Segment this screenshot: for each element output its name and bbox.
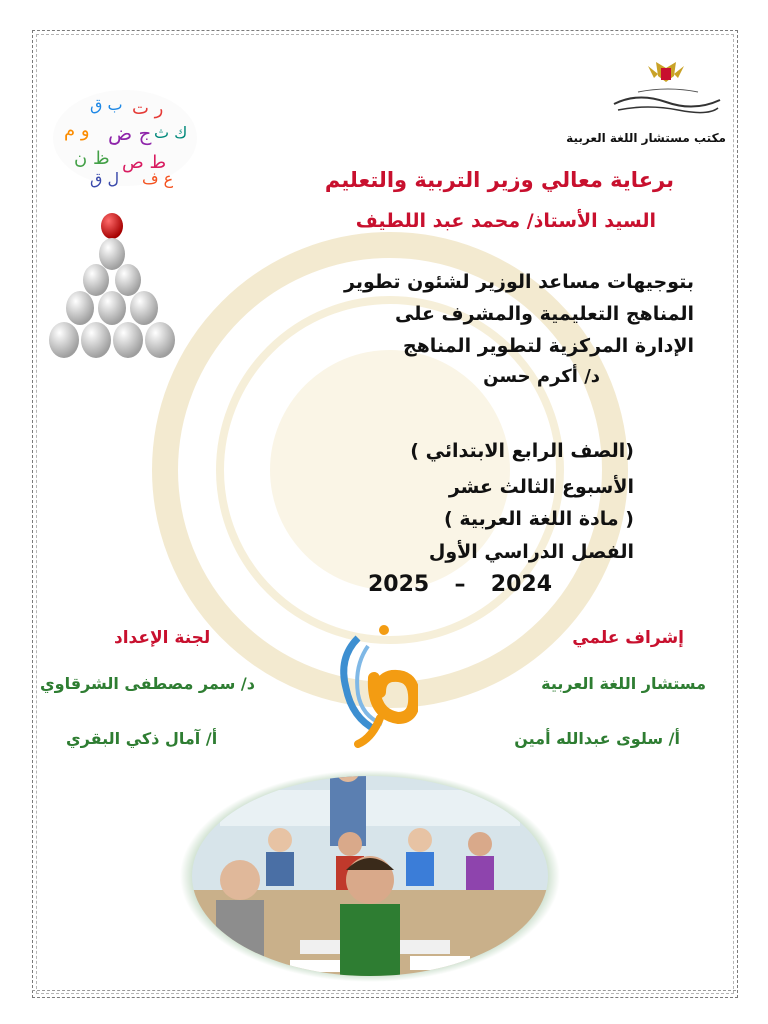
guidance-line-1: بتوجيهات مساعد الوزير لشئون تطوير (344, 271, 694, 293)
eagle-emblem-icon (648, 62, 684, 82)
arabic-letters-illustration (50, 88, 200, 188)
guidance-line-3: الإدارة المركزية لتطوير المناهج (402, 335, 694, 357)
svg-text:ر ت: ر ت (132, 98, 164, 119)
preparation-member-1: د/ سمر مصطفى الشرقاوي (40, 674, 255, 693)
classroom-illustration (180, 770, 560, 982)
week-label: الأسبوع الثالث عشر (448, 476, 634, 498)
term-label: الفصل الدراسي الأول (428, 541, 634, 563)
preparation-title: لجنة الإعداد (114, 628, 211, 648)
year-start: 2024 (490, 572, 552, 597)
preparation-member-2: أ/ آمال ذكي البقري (66, 729, 218, 748)
svg-text:ظ ن: ظ ن (74, 148, 110, 169)
supervisor-role: مستشار اللغة العربية (541, 674, 706, 693)
minister-name: السيد الأستاذ/ محمد عبد اللطيف (355, 210, 656, 232)
arabic-language-logo-icon (328, 618, 418, 748)
svg-text:ل ق: ل ق (90, 169, 120, 188)
office-label: مكتب مستشار اللغة العربية (566, 131, 726, 145)
svg-text:ب ق: ب ق (90, 95, 123, 114)
svg-text:ك ث: ك ث (154, 123, 188, 142)
svg-text:ع ف: ع ف (142, 169, 174, 188)
subject-label: ( مادة اللغة العربية ) (444, 508, 634, 530)
year-end: 2025 (368, 572, 430, 597)
year-dash: – (454, 572, 466, 597)
academic-year (368, 572, 552, 597)
guidance-line-2: المناهج التعليمية والمشرف على (394, 303, 694, 325)
patron-heading: برعاية معالي وزير التربية والتعليم (324, 168, 674, 192)
grade-label: (الصف الرابع الابتدائي ) (410, 440, 634, 462)
ministry-logo (608, 58, 724, 118)
supervision-title: إشراف علمي (572, 628, 684, 648)
bottom-divider (32, 990, 736, 991)
supervisor-name: أ/ سلوى عبدالله أمين (514, 729, 680, 748)
egg-pyramid-illustration (40, 212, 190, 372)
svg-text:و م: و م (64, 120, 90, 141)
svg-text:ط ص: ط ص (122, 152, 167, 173)
guidance-line-4: د/ أكرم حسن (483, 366, 600, 387)
svg-text:ج ض: ج ض (108, 121, 152, 145)
